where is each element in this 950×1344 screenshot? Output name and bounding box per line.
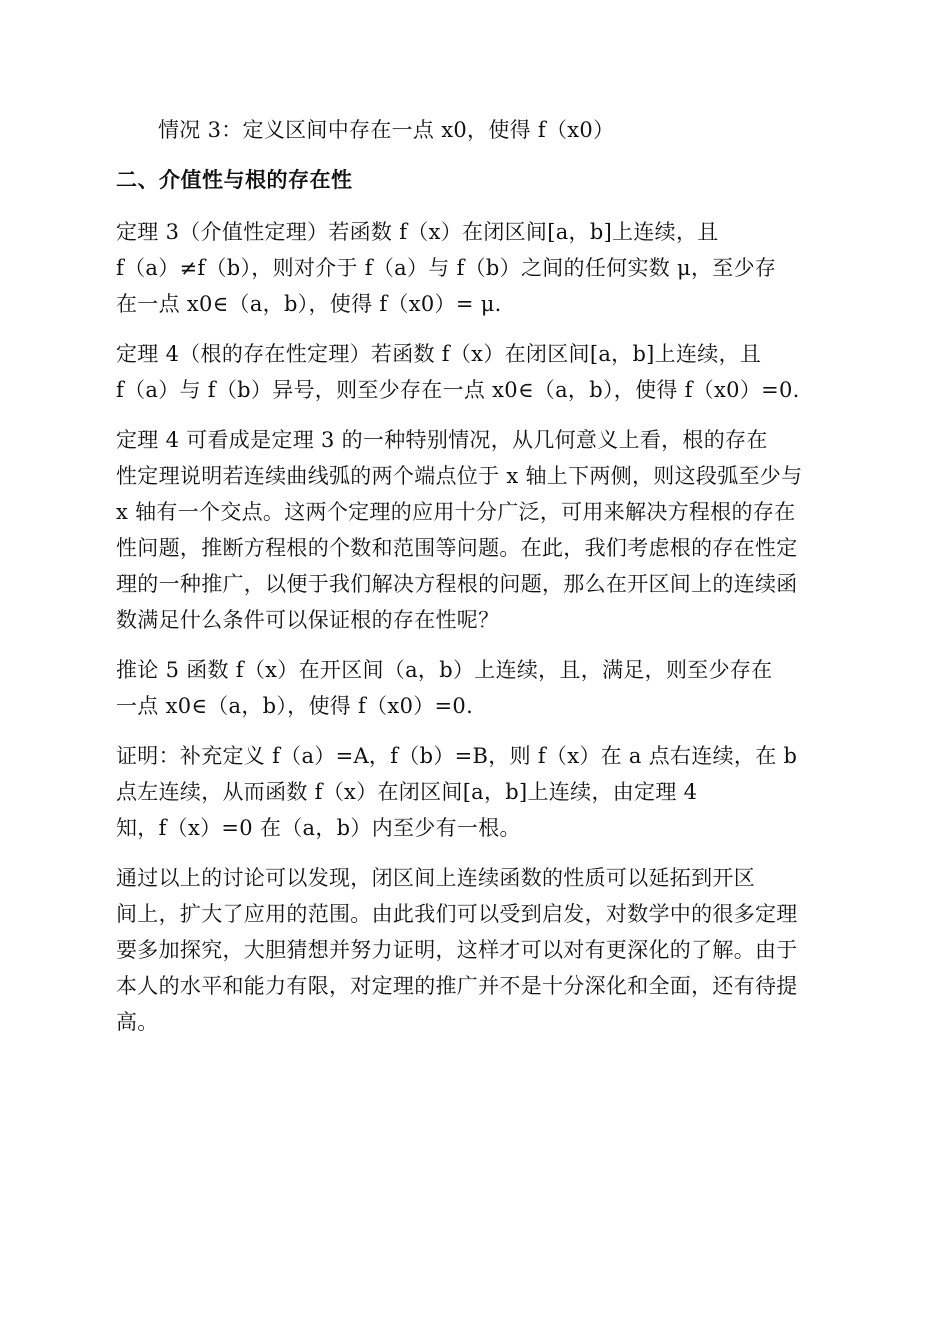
remark-line: x 轴有一个交点。这两个定理的应用十分广泛，可用来解决方程根的存在 [116,500,796,524]
paragraph-conclusion [116,860,838,1040]
corollary5-line: 推论 5 函数 f（x）在开区间（a，b）上连续，且，满足，则至少存在 [116,658,773,682]
proof-line: 知，f（x）=0 在（a，b）内至少有一根。 [116,816,521,840]
theorem4-line: 定理 4（根的存在性定理）若函数 f（x）在闭区间[a，b]上连续，且 [116,342,762,366]
proof-line: 点左连续，从而函数 f（x）在闭区间[a，b]上连续，由定理 4 [116,780,698,804]
conclusion-line: 要多加探究，大胆猜想并努力证明，这样才可以对有更深化的了解。由于 [116,938,798,962]
conclusion-line: 间上，扩大了应用的范围。由此我们可以受到启发，对数学中的很多定理 [116,902,798,926]
paragraph-remark [116,422,838,638]
document-page [116,112,838,1054]
paragraph-corollary5 [116,652,838,724]
case3-text: 情况 3：定义区间中存在一点 x0，使得 f（x0） [158,118,615,142]
paragraph-proof [116,738,838,846]
conclusion-line: 高。 [116,1010,159,1034]
theorem4-line: f（a）与 f（b）异号，则至少存在一点 x0∈（a，b），使得 f（x0）=0. [116,378,800,402]
paragraph-theorem4 [116,336,838,408]
paragraph-case3 [116,112,838,148]
remark-line: 理的一种推广，以便于我们解决方程根的问题，那么在开区间上的连续函 [116,572,798,596]
remark-line: 性问题，推断方程根的个数和范围等问题。在此，我们考虑根的存在性定 [116,536,798,560]
remark-line: 性定理说明若连续曲线弧的两个端点位于 x 轴上下两侧，则这段弧至少与 [116,464,803,488]
remark-line: 数满足什么条件可以保证根的存在性呢？ [116,608,500,632]
theorem3-line: f（a）≠f（b），则对介于 f（a）与 f（b）之间的任何实数 μ，至少存 [116,256,777,280]
theorem3-line: 在一点 x0∈（a，b），使得 f（x0）= μ. [116,292,502,316]
remark-line: 定理 4 可看成是定理 3 的一种特别情况，从几何意义上看，根的存在 [116,428,768,452]
conclusion-line: 通过以上的讨论可以发现，闭区间上连续函数的性质可以延拓到开区 [116,866,755,890]
corollary5-line: 一点 x0∈（a，b），使得 f（x0）=0. [116,694,474,718]
paragraph-theorem3 [116,214,838,322]
section-heading: 二、介值性与根的存在性 [116,168,353,192]
theorem3-line: 定理 3（介值性定理）若函数 f（x）在闭区间[a，b]上连续，且 [116,220,719,244]
proof-line: 证明：补充定义 f（a）=A，f（b）=B，则 f（x）在 a 点右连续，在 b [116,744,798,768]
conclusion-line: 本人的水平和能力有限，对定理的推广并不是十分深化和全面，还有待提 [116,974,798,998]
